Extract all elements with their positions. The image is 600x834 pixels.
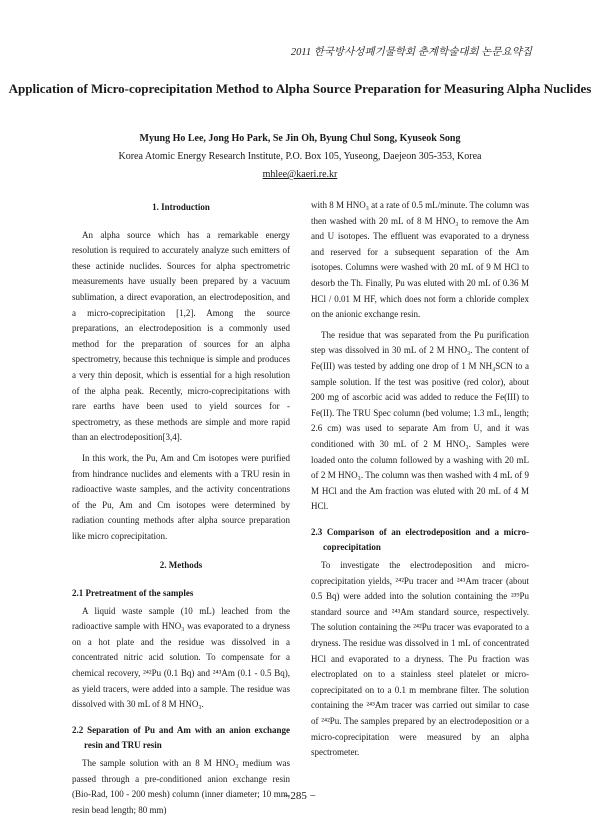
subsection-heading-2-1: 2.1 Pretreatment of the samples [72,588,194,599]
author-email[interactable]: mhlee@kaeri.re.kr [262,169,338,180]
separation-paragraph: The sample solution with an 8 M HNO₃ medium was passed through a pre-conditioned anion exchange resin (Bio-Rad, 100 - 200 mesh) column (inner diameter; 10 mm, resin bead length; 80 mm) [72,758,290,815]
separation-continued-paragraph: with 8 M HNO₃ at a rate of 0.5 mL/minute. The column was then washed with 20 mL of 8 M HNO₃ to remove the Am and U isotopes. The effluent was evaporated to a dryness and reserved for a subsequent separation of the Am isotopes. Columns were washed with 20 mL of 9 M HCl to desorb the Th. Finally, Pu was eluted with 20 mL of 0.36 M HCl / 0.01 M HF, which does not form a chloride complex on the anionic exchange resin. [311,200,529,320]
intro-paragraph-1: An alpha source which has a remarkable energy resolution is required to accurately analyze such emitters of these actinide nuclides. Sources for alpha spectrometric measurements have usually been prepared by a vacuum sublimation, a direct evaporation, an electrodeposition, and a micro-coprecipitation [1,2]. Among the source preparations, an electrodeposition is a commonly used method for the preparation of sources for an alpha spectrometry, because this technique is simple and produces a very thin deposit, which is essential for a high resolution of the alpha peak. Recently, micro-coprecipitations with rare earths have been used to yield sources for -spectrometry, as these methods are simple and more rapid than an electrodeposition[3,4]. [72,229,290,443]
comparison-paragraph: To investigate the electrodeposition and micro-coprecipitation yields, ²⁴²Pu tracer and ²⁴³Am tracer (about 0.5 Bq) were added into the solution containing the ²³⁹Pu standard source and ²⁴³Am standard source, respectively. The solution containing the ²⁴²Pu tracer was evaporated to a dryness. The residue was dissolved in 1 mL of concentrated HCl and evaporated to a dryness. The Pu fraction was electroplated on to a stainless steel platelet or micro-coprecipitated on to a 0.1 m membrane filter. The solution containing the ²⁴³Am tracer was carried out similar to case of ²⁴²Pu. The samples prepared by an electrodeposition or a micro-coprecipitation were measured by an alpha spectrometer. [311,560,529,758]
author-block [0,130,600,184]
section-heading-methods: 2. Methods [159,560,203,571]
pretreatment-paragraph: A liquid waste sample (10 mL) leached from the radioactive sample with HNO₃ was evaporated to a dryness on a hot plate and the residue was dissolved in a concentrated nitric acid solution. To compensate for a chemical recovery, ²⁴²Pu (0.1 Bq) and ²⁴³Am (0.1 - 0.5 Bq), as yield tracers, were added into a sample. The residue was dissolved with 30 mL of 8 M HNO₃. [72,605,290,710]
subsection-heading-2-2: 2.2 Separation of Pu and Am with an anion exchange resin and TRU resin [72,724,290,751]
intro-paragraph-2: In this work, the Pu, Am and Cm isotopes were purified from hindrance nuclides and elements with a TRU resin in radioactive waste samples, and the activity concentrations of the Pu, Am and Cm isotopes were determined by radiation counting methods after alpha source preparation like micro coprecipitation. [72,452,290,541]
right-column [311,198,529,766]
paper-title: Application of Micro-coprecipitation Method to Alpha Source Preparation for Measuring Alpha Nuclides [8,81,592,96]
subsection-heading-2-3: 2.3 Comparison of an electrodeposition and a micro-coprecipitation [311,526,529,553]
page-number: −285 − [284,790,316,802]
conference-header: 2011 한국방사성폐기물학회 춘계학술대회 논문요약집 [290,47,532,58]
affiliation: Korea Atomic Energy Research Institute, P.O. Box 105, Yuseong, Daejeon 305-353, Korea [118,151,482,162]
left-column [72,200,290,823]
am-separation-paragraph: The residue that was separated from the Pu purification step was dissolved in 30 mL of 2 M HNO₃. The content of Fe(III) was tested by adding one drop of 1 M NH₄SCN to a sample solution. If the test was positive (red color), about 200 mg of ascorbic acid was added to reduce the Fe(III) to Fe(II). The TRU Spec column (bed volume; 1.3 mL, length; 2.6 cm) was used to separate Am from U, and it was conditioned with 30 mL of 2 M HNO₃. Samples were loaded onto the column followed by a washing with 20 mL of 2 M HNO₃. The column was then washed with 4 mL of 9 M HCl and the Am fraction was eluted with 20 mL of 4 M HCl. [311,329,529,512]
section-heading-introduction: 1. Introduction [152,202,210,212]
author-names: Myung Ho Lee, Jong Ho Park, Se Jin Oh, Byung Chul Song, Kyuseok Song [139,133,461,144]
